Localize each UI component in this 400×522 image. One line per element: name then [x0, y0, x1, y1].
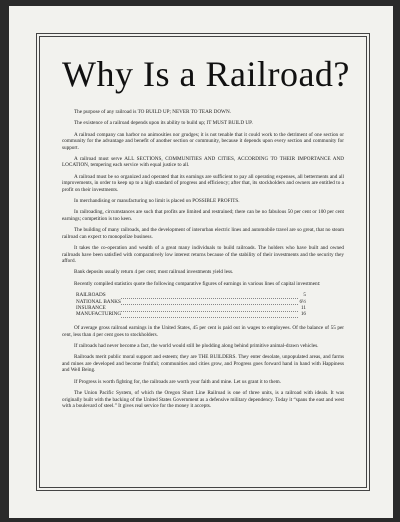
table-row-value: 6½	[299, 298, 306, 305]
table-row-label: MANUFACTURING	[76, 311, 122, 318]
paragraph: Railroads merit public moral support and esteem; they are THE BUILDERS. They enter desolate, unpopulated areas, and farms and mines are developed and become fruitful; communities and cities grow, and Progress goes forward hand in hand with Happiness and Well Being.	[62, 354, 344, 374]
table-row-label: RAILROADS	[76, 292, 106, 299]
paragraph: The building of many railroads, and the development of interurban electric lines and automobile travel are so great, that no steam railroad can expect to monopolize business.	[62, 227, 344, 240]
paragraph: Recently compiled statistics quote the following comparative figures of earnings in various lines of capital investment:	[74, 280, 321, 287]
paragraph: In railroading, circumstances are such that profits are limited and restrained; there can be no fabulous 50 per cent or 100 per cent earnings; competition is too keen.	[62, 209, 344, 222]
table-row	[76, 311, 306, 317]
paragraph: A railroad must be so organized and operated that its earnings are sufficient to pay all operating expenses, all betterments and all improvements, in order to keep up to a high standard of progress and efficiency; after that, its stockholders and owners are entitled to a profit on their investments.	[62, 173, 344, 193]
table-row-value: 11	[301, 304, 306, 311]
paragraph: If Progress is worth fighting for, the railroads are worth your faith and mine. Let us grant it to them.	[74, 378, 281, 385]
paragraph: The Union Pacific System, of which the Oregon Short Line Railroad is one of three units, is a railroad with ideals. It was originally built with the backing of the United States Government as a defensive military dependency. Today it “spans the east and west with a boulevard of steel.” It gives real service for the money it accepts.	[62, 390, 344, 409]
paragraph: If railroads had never become a fact, the world would still be plodding along behind primitive animal-drawn vehicles.	[74, 343, 319, 350]
earnings-table	[76, 292, 306, 318]
paragraph: Of average gross railroad earnings in the United States, 45 per cent is paid out in wages to employees. Of the balance of 55 per cent, less than 4 per cent goes to stockholders.	[62, 325, 344, 338]
document-title: Why Is a Railroad?	[62, 54, 350, 94]
document-border-frame	[39, 36, 367, 488]
paragraph: It takes the co-operation and wealth of a great many individuals to build railroads. The holders who have built and owned railroads have been satisfied with comparatively low interest returns because of the stability of their investments and the security they afford.	[62, 245, 344, 264]
table-row-label: INSURANCE	[76, 304, 106, 311]
paragraph: In merchandising or manufacturing no limit is placed on POSSIBLE PROFITS.	[74, 198, 240, 205]
document-page	[9, 6, 393, 518]
table-row-label: NATIONAL BANKS	[76, 298, 121, 305]
paragraph: Bank deposits usually return 4 per cent; most railroad investments yield less.	[74, 269, 234, 276]
paragraph: The purpose of any railroad is TO BUILD UP; NEVER TO TEAR DOWN.	[74, 109, 231, 115]
table-row-value: 16	[300, 311, 306, 318]
paragraph: The existence of a railroad depends upon its ability to build up; IT MUST BUILD UP.	[74, 120, 253, 127]
paragraph: A railroad company can harbor no animosities nor grudges; it is not tenable that it could work to the detriment of one section or community for the advantage and benefit of another section or community, because it depends upon every section and community for support.	[62, 131, 344, 151]
paragraph: A railroad must serve ALL SECTIONS, COMMUNITIES AND CITIES, ACCORDING TO THEIR IMPORTANCE AND LOCATION, tempering each service with equal justice to all.	[62, 156, 344, 169]
table-row-value: 5	[303, 292, 306, 299]
